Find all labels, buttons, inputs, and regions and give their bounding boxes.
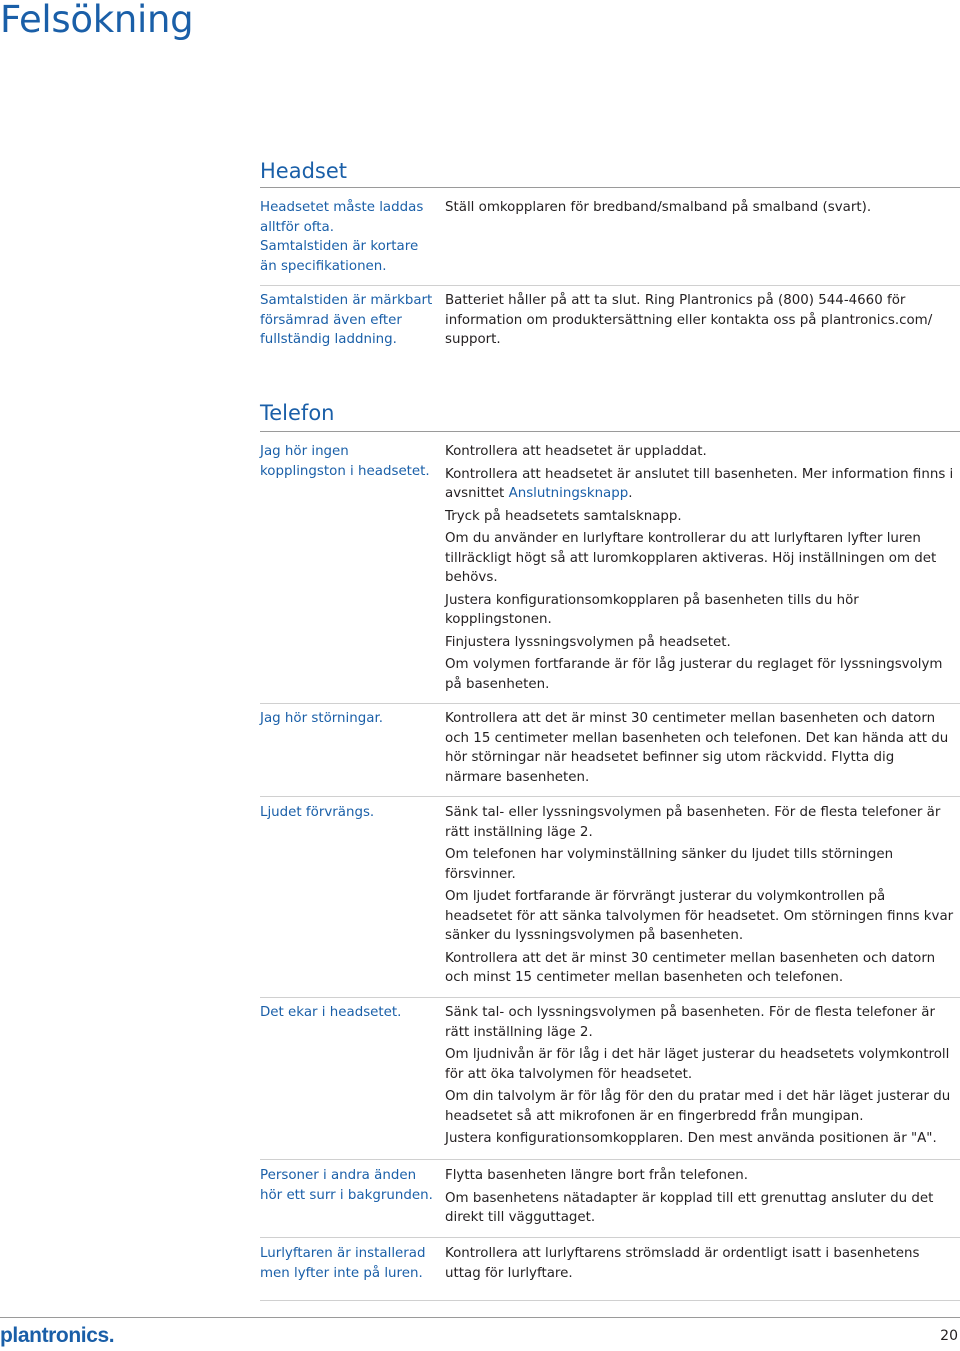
row-divider [260, 703, 960, 704]
problem-text: Headsetet måste laddas alltför ofta. [260, 200, 424, 235]
problem-text: Det ekar i headsetet. [260, 1005, 402, 1020]
row-divider [260, 997, 960, 998]
solution-text: Finjustera lyssningsvolymen på headsetet. [445, 634, 731, 650]
solution-text-part: . [628, 486, 633, 501]
problem-cell [260, 1166, 438, 1205]
solution-cell [445, 1244, 955, 1286]
section-rule [260, 187, 960, 188]
section-rule [260, 431, 960, 432]
problem-text: Samtalstiden är märkbart försämrad även efter fullständig laddning. [260, 293, 433, 347]
page-title: Felsökning [0, 0, 194, 41]
solution-text: Batteriet håller på att ta slut. Ring Plantronics på (800) 544-4660 för information om produktersättning eller kontakta oss på plantronics.com/ support. [445, 293, 933, 347]
solution-text: Ställ omkopplaren för bredband/smalband på smalband (svart). [445, 200, 872, 215]
solution-text: Flytta basenheten längre bort från telefonen. [445, 1168, 748, 1183]
problem-text: Ljudet förvrängs. [260, 805, 375, 820]
solution-cell [445, 291, 955, 353]
row-divider [260, 1159, 960, 1160]
row-divider [260, 1237, 960, 1238]
problem-text: Jag hör störningar. [260, 711, 383, 726]
problem-text: Lurlyftaren är installerad men lyfter inte på luren. [260, 1246, 426, 1281]
solution-text: Kontrollera att det är minst 30 centimeter mellan basenheten och datorn och minst 15 centimeter mellan basenheten och telefonen. [445, 950, 936, 985]
solution-text: Om volymen fortfarande är för låg justerar du reglaget för lyssningsvolym på basenheten. [445, 657, 943, 692]
problem-cell [260, 198, 438, 276]
section-heading-headset: Headset [260, 159, 348, 183]
section-heading-telefon: Telefon [260, 401, 335, 425]
solution-text: Kontrollera att det är minst 30 centimeter mellan basenheten och datorn och 15 centimeter mellan basenheten och telefonen. Det kan hända att du hör störningar när headsetet befinner sig utom räckvidd. Flytta dig närmare basenheten. [445, 711, 949, 785]
problem-text: Personer i andra änden hör ett surr i bakgrunden. [260, 1168, 433, 1203]
logo-wordmark: plantronics. [0, 1325, 115, 1347]
plantronics-logo [0, 1325, 142, 1351]
anslutningsknapp-link[interactable]: Anslutningsknapp [508, 486, 629, 501]
row-divider [260, 285, 960, 286]
problem-cell [260, 709, 438, 729]
problem-cell [260, 1003, 438, 1023]
solution-cell [445, 198, 955, 221]
solution-text: Sänk tal- och lyssningsvolymen på basenheten. För de flesta telefoner är rätt inställning läge 2. [445, 1005, 935, 1040]
solution-text: Om basenhetens nätadapter är kopplad till ett grenuttag ansluter du det direkt till vägguttaget. [445, 1190, 934, 1225]
solution-text: Justera konfigurationsomkopplaren. Den mest använda positionen är "A". [445, 1131, 937, 1146]
solution-cell [445, 1003, 955, 1152]
solution-cell [445, 1166, 955, 1231]
row-divider [260, 1300, 960, 1301]
solution-text: Justera konfigurationsomkopplaren på basenheten tills du hör kopplingstonen. [445, 592, 859, 627]
problem-cell [260, 803, 438, 823]
problem-cell [260, 442, 438, 481]
solution-text: Kontrollera att headsetet är uppladdat. [445, 444, 707, 459]
page-number: 20 [940, 1328, 958, 1344]
problem-cell [260, 1244, 438, 1283]
solution-text: Kontrollera att lurlyftarens strömsladd är ordentligt isatt i basenhetens uttag för lurlyftare. [445, 1246, 920, 1281]
solution-text: Om telefonen har volyminställning sänker du ljudet tills störningen försvinner. [445, 847, 894, 882]
plantronics-logo-mark [0, 1325, 142, 1347]
problem-text: Samtalstiden är kortare än specifikationen. [260, 239, 419, 274]
solution-text: Om ljudnivån är för låg i det här läget justerar du headsetets volymkontroll för att öka talvolymen för headsetet. [445, 1047, 950, 1082]
solution-cell [445, 803, 955, 991]
solution-text: Tryck på headsetets samtalsknapp. [445, 508, 682, 524]
solution-text-part: Kontrollera att headsetet är anslutet till basenheten. Mer information finns i avsnittet [445, 466, 954, 501]
solution-text: Om din talvolym är för låg för den du pratar med i det här läget justerar du headsetet så att mikrofonen är en fingerbredd från mungipan. [445, 1089, 951, 1124]
row-divider [260, 796, 960, 797]
problem-text: Jag hör ingen kopplingston i headsetet. [260, 444, 430, 479]
solution-text: Om du använder en lurlyftare kontrollerar du att lurlyftaren lyfter luren tillräckligt högt så att luromkopplaren aktiveras. Höj inställningen om det behövs. [445, 531, 937, 585]
solution-text: Om ljudet fortfarande är förvrängt justerar du volymkontrollen på headsetet för att sänka talvolymen för headsetet. Om störningen finns kvar sänker du lyssningsvolymen på basenheten. [445, 889, 954, 943]
solution-text [445, 465, 955, 504]
problem-cell [260, 291, 438, 350]
solution-cell [445, 442, 955, 697]
footer-rule [0, 1317, 960, 1318]
solution-cell [445, 709, 955, 790]
solution-text: Sänk tal- eller lyssningsvolymen på basenheten. För de flesta telefoner är rätt inställning läge 2. [445, 805, 941, 840]
